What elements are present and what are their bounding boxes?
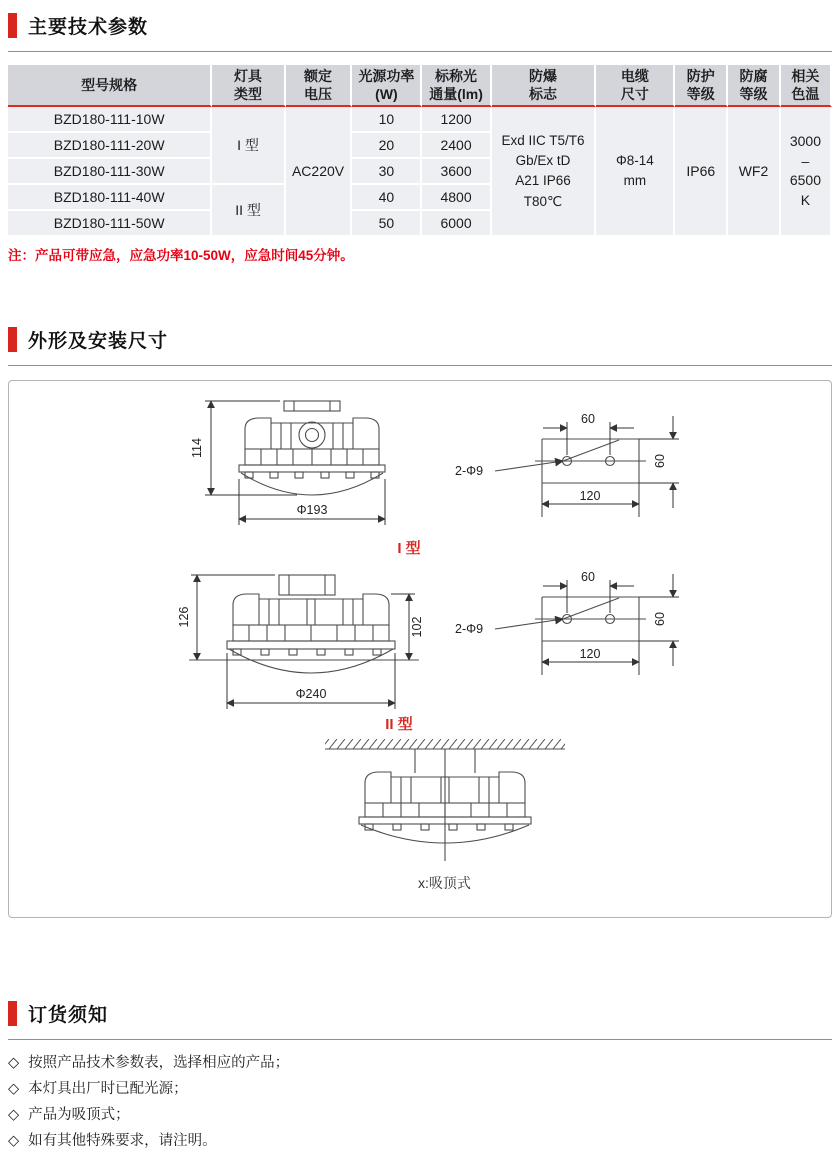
type2-label: II 型	[385, 716, 413, 734]
ordering-notes-list	[8, 1050, 832, 1154]
section-title: 订货须知	[28, 1005, 109, 1027]
column-header-flux: 标称光 通量(lm)	[422, 65, 491, 107]
plate1-hole-spacing-dim: 60	[581, 412, 595, 427]
type1-label: I 型	[397, 540, 421, 558]
list-item	[8, 1102, 832, 1128]
wf-rating-cell: WF2	[728, 107, 781, 237]
ceiling-mount-caption: x:吸顶式	[418, 875, 471, 892]
table-header-row	[8, 65, 832, 107]
cct-cell: 3000 – 6500 K	[781, 107, 832, 237]
plate2-width-dim: 120	[579, 647, 601, 662]
power-cell: 40	[352, 185, 422, 211]
dimension-drawings-panel	[8, 380, 832, 918]
section-dimensions	[8, 314, 832, 366]
flux-cell: 1200	[422, 107, 491, 133]
ordering-note-text: 如有其他特殊要求，请注明。	[28, 1133, 217, 1150]
section-ordering-notes	[8, 988, 832, 1040]
ip-rating-cell: IP66	[675, 107, 728, 237]
ordering-note-text: 按照产品技术参数表，选择相应的产品；	[28, 1055, 290, 1072]
column-header-cct: 相关 色温	[781, 65, 832, 107]
lamp2-side-height-dim: 102	[410, 616, 424, 638]
model-cell: BZD180-111-10W	[8, 107, 212, 133]
lamp2-diameter-dim: Φ240	[295, 687, 327, 702]
type2-front-view-drawing	[161, 567, 446, 717]
plate2-hole-spacing-dim: 60	[581, 570, 595, 585]
model-cell: BZD180-111-50W	[8, 211, 212, 237]
column-header-ip: 防护 等级	[675, 65, 728, 107]
ceiling-mount-drawing	[297, 739, 592, 869]
model-cell: BZD180-111-40W	[8, 185, 212, 211]
section-accent-bar	[8, 13, 17, 38]
plate1-holes-label: 2-Φ9	[455, 464, 484, 479]
list-item	[8, 1128, 832, 1154]
ordering-note-text: 本灯具出厂时已配光源；	[28, 1081, 188, 1098]
type1-mounting-plate-drawing	[447, 409, 692, 527]
cable-size-cell: Φ8-14 mm	[596, 107, 675, 237]
section-technical-parameters	[8, 0, 832, 52]
lamp-type-cell: I 型	[212, 107, 285, 185]
diamond-bullet-icon: ◇	[8, 1081, 20, 1098]
column-header-voltage: 额定 电压	[286, 65, 353, 107]
ex-mark-cell: Exd IIC T5/T6 Gb/Ex tD A21 IP66 T80℃	[492, 107, 597, 237]
power-cell: 30	[352, 159, 422, 185]
lamp-type-cell: II 型	[212, 185, 285, 237]
list-item	[8, 1050, 832, 1076]
plate2-holes-label: 2-Φ9	[455, 622, 484, 637]
flux-cell: 2400	[422, 133, 491, 159]
column-header-lamp-type: 灯具 类型	[212, 65, 285, 107]
section-accent-bar	[8, 327, 17, 352]
lamp1-height-dim: 114	[190, 438, 204, 459]
power-cell: 50	[352, 211, 422, 237]
column-header-power: 光源功率 (W)	[352, 65, 422, 107]
power-cell: 10	[352, 107, 422, 133]
lamp1-diameter-dim: Φ193	[296, 503, 328, 518]
plate1-width-dim: 120	[579, 489, 601, 504]
diamond-bullet-icon: ◇	[8, 1133, 20, 1150]
section-header	[8, 988, 832, 1040]
flux-cell: 3600	[422, 159, 491, 185]
diamond-bullet-icon: ◇	[8, 1107, 20, 1124]
table-row	[8, 107, 832, 133]
column-header-cable: 电缆 尺寸	[596, 65, 675, 107]
power-cell: 20	[352, 133, 422, 159]
voltage-cell: AC220V	[286, 107, 353, 237]
ordering-note-text: 产品为吸顶式；	[28, 1107, 130, 1124]
type1-front-view-drawing	[177, 395, 427, 535]
column-header-wf: 防腐 等级	[728, 65, 781, 107]
column-header-ex-mark: 防爆 标志	[492, 65, 597, 107]
section-title: 外形及安装尺寸	[28, 331, 169, 353]
type2-mounting-plate-drawing	[447, 567, 692, 685]
section-header	[8, 314, 832, 366]
ceiling-hatch	[325, 739, 565, 749]
section-header	[8, 0, 832, 52]
plate2-height-dim: 60	[653, 612, 667, 627]
page-title: 主要技术参数	[28, 17, 149, 38]
spec-table	[8, 65, 832, 237]
list-item	[8, 1076, 832, 1102]
model-cell: BZD180-111-20W	[8, 133, 212, 159]
flux-cell: 6000	[422, 211, 491, 237]
column-header-model: 型号规格	[8, 65, 212, 107]
model-cell: BZD180-111-30W	[8, 159, 212, 185]
lamp2-height-dim: 126	[177, 606, 191, 628]
flux-cell: 4800	[422, 185, 491, 211]
diamond-bullet-icon: ◇	[8, 1055, 20, 1072]
emergency-note: 注：产品可带应急，应急功率10-50W，应急时间45分钟。	[8, 248, 354, 264]
plate1-height-dim: 60	[653, 454, 667, 469]
section-accent-bar	[8, 1001, 17, 1026]
